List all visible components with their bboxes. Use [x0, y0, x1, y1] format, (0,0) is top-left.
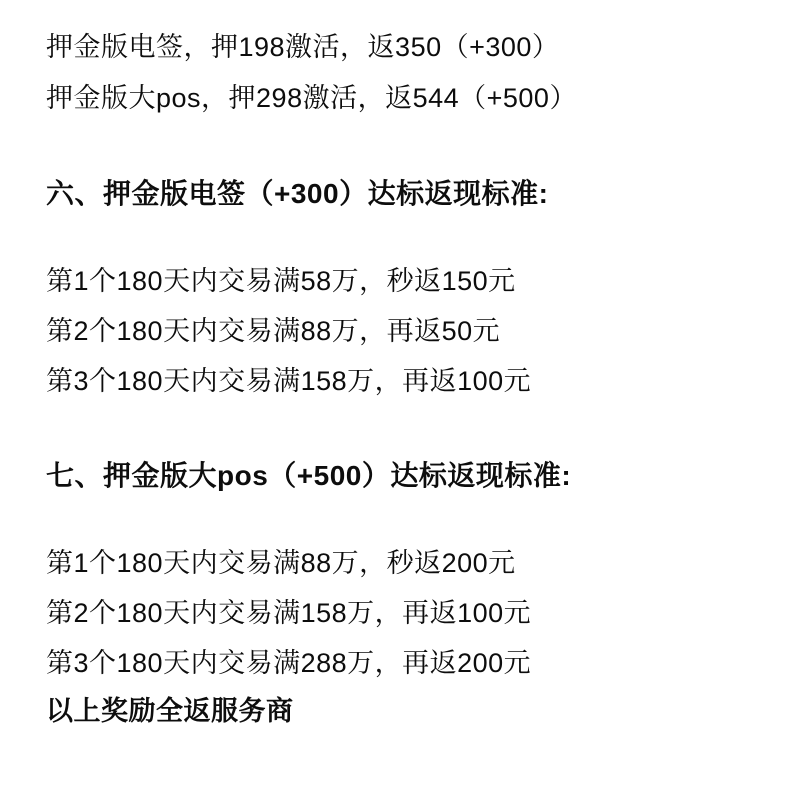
spacer-3 — [46, 406, 754, 450]
spacer-2 — [46, 220, 754, 256]
section-seven-line-1: 第1个180天内交易满88万，秒返200元 — [46, 548, 516, 578]
section-six-line-1: 第1个180天内交易满58万，秒返150元 — [46, 266, 516, 296]
footer-note: 以上奖励全返服务商 — [46, 696, 294, 726]
section-seven-line-3: 第3个180天内交易满288万，再返200元 — [46, 648, 532, 678]
intro-line-2: 押金版大pos，押298激活，返544（+500） — [46, 83, 577, 113]
section-six-line-3: 第3个180天内交易满158万，再返100元 — [46, 366, 532, 396]
spacer-1 — [46, 124, 754, 168]
intro-block — [46, 22, 754, 124]
section-six — [46, 168, 754, 406]
spacer-4 — [46, 502, 754, 538]
section-seven — [46, 450, 754, 688]
section-seven-heading: 七、押金版大pos（+500）达标返现标准: — [46, 460, 572, 491]
section-six-heading: 六、押金版电签（+300）达标返现标准: — [46, 178, 549, 209]
intro-line-1: 押金版电签，押198激活，返350（+300） — [46, 32, 560, 62]
section-six-line-2: 第2个180天内交易满88万，再返50元 — [46, 316, 501, 346]
section-seven-line-2: 第2个180天内交易满158万，再返100元 — [46, 598, 532, 628]
